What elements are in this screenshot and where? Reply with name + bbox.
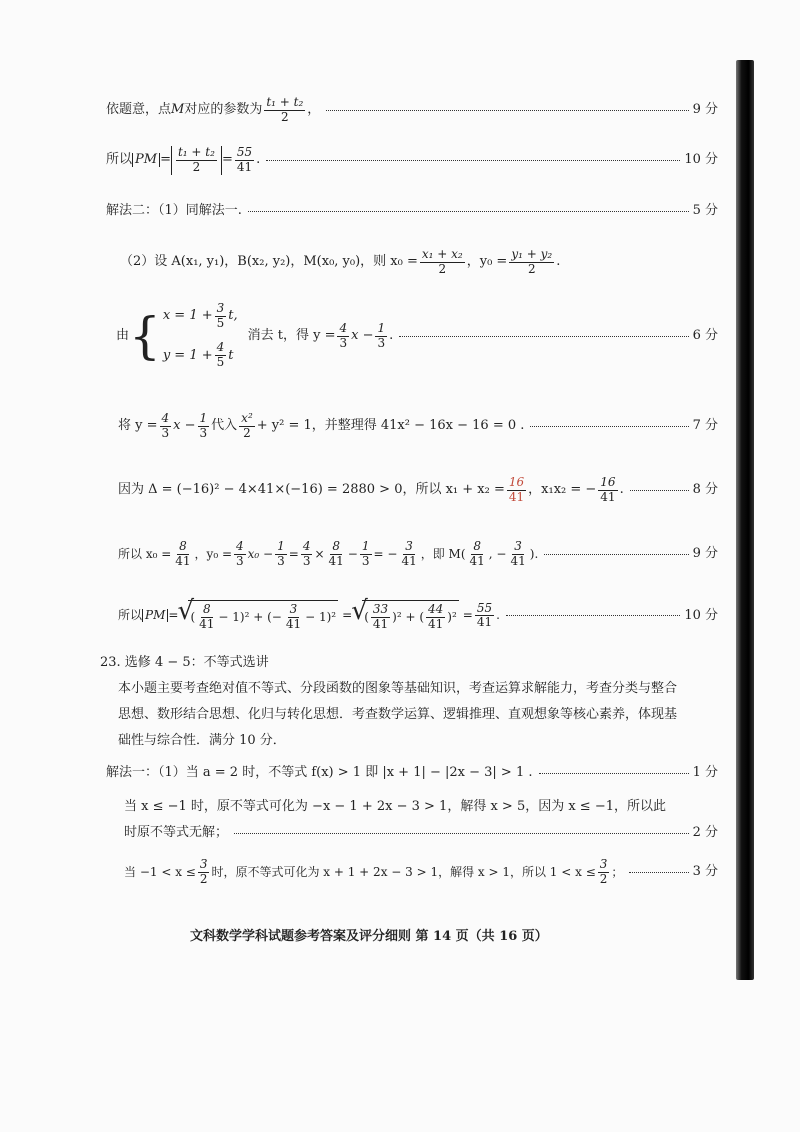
fraction: $\frac{4}{3}$ — [339, 320, 348, 350]
fraction: $\frac{3}{2}$ — [599, 857, 608, 886]
line-text: 时，原不等式可化为 x + 1 + 2x − 3 > 1，解得 x > 1，所以 1 < x ≤ — [211, 864, 596, 879]
line-text: 时原不等式无解； — [124, 825, 229, 840]
abs-fraction: $\frac{\text{t₁ + t₂}}{2}$ — [171, 146, 222, 175]
line-text: x − — [351, 327, 374, 343]
answer-line-3 — [106, 204, 718, 218]
line-text: 解法一：（1）当 a = 2 时，不等式 f(x) > 1 即 |x + 1| − |2x − 3| > 1 . — [106, 765, 533, 780]
fraction: $\frac{3}{2}$ — [199, 857, 208, 886]
solution-line-2 — [124, 800, 718, 814]
line-text: 由 — [116, 327, 130, 343]
fraction: $\frac{55}{41}$ — [236, 145, 253, 174]
line-text: 当 −1 < x ≤ — [124, 864, 196, 879]
answer-line-1 — [106, 96, 718, 125]
fraction: $\frac{4}{3}$ — [236, 539, 244, 568]
score-label: 2 分 — [692, 825, 718, 840]
score-label: 9 分 — [692, 546, 718, 562]
line-text: . — [556, 254, 561, 270]
line-text: 将 y = — [118, 418, 158, 434]
scan-shadow-edge — [736, 60, 754, 980]
dot-leader — [248, 211, 689, 212]
dot-leader — [506, 615, 680, 616]
score-label: 10 分 — [684, 152, 718, 168]
line-text: x − — [173, 418, 196, 434]
solution-line-1 — [106, 766, 718, 780]
line-text: （2）设 A(x₁, y₁)，B(x₂, y₂)，M(x₀, y₀)，则 x₀ = — [120, 254, 418, 270]
fraction: $\frac{8}{41}$ — [175, 539, 191, 568]
line-text: ，x₁x₂ = − — [528, 482, 597, 498]
sqrt-expression-2: √ ( $\frac{33}{41}$ )² + ( $\frac{44}{41}$ )² — [362, 600, 459, 632]
answer-line-9 — [118, 600, 718, 632]
equals: = — [462, 608, 473, 623]
sqrt-expression-1: √ ( $\frac{8}{41}$ − 1)² + (− $\frac{3}{41}$ − 1)² — [188, 600, 338, 632]
fraction: $\frac{4}{3}$ — [302, 539, 311, 568]
equals: = — [168, 608, 179, 623]
line-text: 当 x ≤ −1 时，原不等式可化为 −x − 1 + 2x − 3 > 1，解得 x > 5，因为 x ≤ −1，所以此 — [124, 799, 666, 814]
line-text: 所以 — [106, 152, 133, 168]
line-text: = — [288, 546, 299, 561]
solution-line-3 — [124, 826, 718, 840]
line-text: + y² = 1，并整理得 41x² − 16x − 16 = 0 . — [256, 418, 525, 434]
line-text: ，y₀ = — [466, 254, 508, 270]
fraction: $\frac{4}{3}$ — [161, 411, 170, 440]
line-text: ). — [529, 546, 539, 561]
dot-leader — [630, 490, 689, 491]
fraction: $\frac{8}{41}$ — [469, 539, 485, 568]
line-text: 对应的参数为 — [184, 102, 263, 118]
left-brace: { — [129, 307, 161, 365]
line-text: = − — [373, 546, 398, 561]
fraction: $\frac{55}{41}$ — [476, 600, 493, 630]
score-label: 10 分 — [684, 607, 718, 623]
line-text: 解法二：（1）同解法一. — [106, 203, 242, 218]
fraction: $\frac{1}{3}$ — [199, 411, 208, 440]
equation-system: x = 1 + $\frac{3}{5}$ t, y = 1 + $\frac{4}{5}$ t — [162, 301, 238, 370]
answer-line-4 — [120, 248, 732, 277]
dot-leader — [544, 554, 688, 555]
answer-line-7 — [118, 476, 718, 505]
fraction: $\frac{16}{41}$ — [600, 475, 616, 504]
abs-pm: PM — [132, 153, 160, 167]
line-text: ，y₀ = — [194, 546, 233, 561]
fraction: $\frac{16}{41}$ — [508, 475, 525, 504]
line-text: 所以 — [118, 608, 143, 623]
line-text: 依题意，点 — [106, 102, 172, 118]
dot-leader — [530, 426, 688, 427]
line-text: 代入 — [211, 418, 238, 434]
score-label: 1 分 — [692, 765, 718, 780]
fraction: $\frac{1}{3}$ — [277, 539, 285, 568]
dot-leader — [539, 773, 689, 774]
line-text: 消去 t，得 y = — [247, 327, 336, 343]
line-text: x₀ − — [247, 546, 274, 561]
answer-line-2 — [106, 146, 718, 175]
score-label: 7 分 — [692, 418, 718, 434]
line-text: 因为 Δ = (−16)² − 4×41×(−16) = 2880 > 0，所以 x₁ + x₂ = — [118, 482, 505, 498]
dot-leader — [326, 110, 688, 111]
score-label: 9 分 — [692, 102, 718, 118]
fraction: $\frac{3}{41}$ — [510, 539, 526, 568]
score-label: 5 分 — [692, 203, 718, 218]
line-text: 所以 x₀ = — [118, 546, 172, 561]
fraction: $\frac{8}{41}$ — [328, 539, 344, 568]
score-label: 6 分 — [692, 327, 718, 343]
score-label: 8 分 — [692, 482, 718, 498]
fraction: $\frac{3}{41}$ — [401, 539, 417, 568]
line-text: − — [347, 546, 358, 561]
line-text: . — [496, 608, 500, 623]
section-23-heading: 23. 选修 4 − 5：不等式选讲 — [100, 655, 269, 670]
page-footer: 文科数学学科试题参考答案及评分细则 第 14 页（共 16 页） — [190, 929, 548, 944]
fraction: $\frac{1}{3}$ — [377, 320, 386, 350]
fraction: $\frac{\text{x₁ + x₂}}{2}$ — [421, 247, 463, 276]
equals: = — [221, 152, 233, 168]
line-text: ，即 M( — [420, 546, 466, 561]
dot-leader — [266, 160, 680, 161]
solution-line-4 — [124, 858, 718, 887]
equals: = — [342, 608, 353, 623]
equals: = — [160, 152, 171, 168]
math-var: M — [171, 102, 185, 118]
fraction: $\frac{\text{y₁ + y₂}}{2}$ — [511, 247, 553, 276]
line-text: . — [389, 327, 394, 343]
fraction: $\frac{\text{x²}}{2}$ — [241, 411, 253, 440]
score-label: 3 分 — [692, 864, 718, 880]
dot-leader — [399, 336, 688, 337]
line-text: ， — [307, 102, 321, 118]
line-text: , − — [488, 546, 507, 561]
fraction: $\frac{\text{t₁ + t₂}}{2}$ — [266, 95, 304, 124]
dot-leader — [234, 833, 689, 834]
line-text: ； — [611, 864, 624, 879]
section-23-body: 本小题主要考查绝对值不等式、分段函数的图象等基础知识，考查运算求解能力，考查分类与整合思想、数形结合思想、化归与转化思想．考查数学运算、逻辑推理、直观想象等核心素养，体现基础性与综合性．满分 10 分． — [118, 681, 678, 748]
answer-line-8 — [118, 540, 718, 569]
answer-line-6 — [118, 412, 718, 441]
line-text: . — [619, 482, 624, 498]
abs-pm: PM — [142, 609, 168, 622]
dot-leader — [629, 872, 688, 873]
line-text: × — [314, 546, 325, 561]
line-text: . — [256, 152, 261, 168]
fraction: $\frac{1}{3}$ — [361, 539, 370, 568]
answer-line-5 — [116, 302, 718, 370]
